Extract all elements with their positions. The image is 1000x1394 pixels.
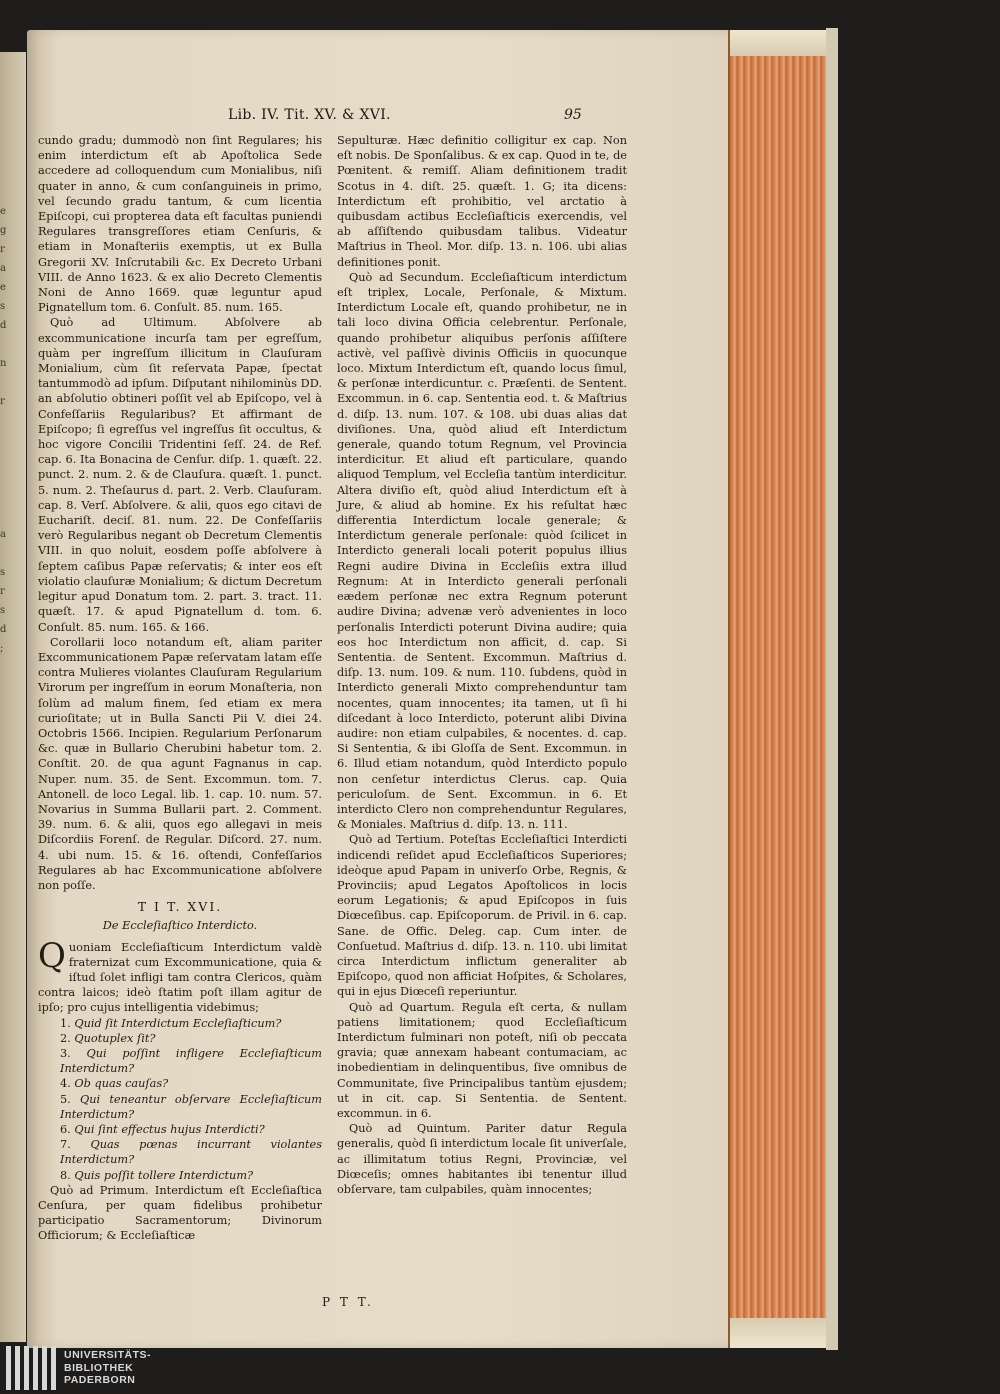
facing-page-letter: e	[0, 206, 6, 217]
facing-page-letter: e	[0, 282, 6, 293]
cover-edge	[826, 28, 838, 1350]
facing-page-letter: n	[0, 358, 7, 369]
section-subtitle: De Eccleſiaſtico Interdicto.	[102, 919, 258, 933]
question-item: 2. Quotuplex ſit?	[60, 1031, 156, 1045]
paragraph: Quò ad Quintum. Pariter datur Regula generalis, quòd ſi interdictum locale ſit univerſale, ac illimitatum totius Regni, Provinciæ, vel Diœceſis; omnes habitantes ibi tenentur illud obſervare, tam culpabiles, quàm innocentes;	[337, 1122, 627, 1197]
paragraph: Corollarii loco notandum eſt, aliam pariter Excommunicationem Papæ reſervatam latam eſſe contra Mulieres violantes Clauſuram Regularium Virorum per ingreſſum in eorum Monaſteria, non ſolùm ad malum finem, ſed etiam ex mera curioſitate; ut in Bulla Sancti Pii V. diei 24. Octobris 1566. Incipien. Regularium Perſonarum &c. quæ in Bullario Cherubini habetur tom. 2. Conſtit. 20. de qua agunt Fagnanus in cap. Nuper. num. 35. de Sent. Excommun. tom. 7. Antonell. de loco Legal. lib. 1. cap. 10. num. 57. Novarius in Summa Bullarii part. 2. Comment. 39. num. 6. & alii, quos ego allegavi in meis Diſcordiis Forenſ. de Regular. Diſcord. 27. num. 4. ubi num. 15. & 16. oſtendi, Confeſſarios Regulares ab hac Excommunicatione abſolvere non poſſe.	[38, 635, 322, 892]
running-title: Lib. IV. Tit. XV. & XVI.	[228, 107, 391, 123]
facing-page-edge	[0, 52, 26, 1342]
facing-page-letter	[0, 411, 12, 430]
facing-page-letter: s	[0, 605, 6, 616]
paragraph: Quò ad Primum. Interdictum eſt Eccleſiaſtica Cenſura, per quam fidelibus prohibetur participatio Sacramentorum; Divinorum Officiorum; & Eccleſiaſticæ	[38, 1183, 322, 1243]
facing-page-letter: d	[0, 624, 7, 635]
intro-paragraph	[38, 935, 322, 1016]
logo-bars-icon	[6, 1346, 56, 1390]
page-block-edge	[728, 30, 830, 1348]
paragraph: Quò ad Secundum. Eccleſiaſticum interdictum eſt triplex, Locale, Perſonale, & Mixtum. Interdictum Locale eſt, quando prohibetur, ne in tali loco divina Officia celebrentur. Perſonale, quando prohibetur aliquibus perſonis aſſiſtere activè, vel paſſivè divinis Officiis in quocunque loco. Mixtum Interdictum eſt, quando locus ſimul, & perſonæ interdicuntur. c. Præſenti. de Sentent. Excommun. in 6. cap. Sententia eod. t. & Maſtrius d. diſp. 13. num. 107. & 108. ubi duas alias dat diviſiones. Una, quòd aliud eſt Interdictum generale, quando totum Regnum, vel Provincia interdicitur. Et aliud eſt particulare, quando aliquod Templum, vel Eccleſia tantùm interdicitur. Altera diviſio eſt, quòd aliud Interdictum eſt à Jure, & aliud ab homine. Ex his reſultat hæc differentia Interdictum locale generale; & Interdictum generale perſonale: quòd ſcilicet in Interdicto generali locali poterit populus illius Regni audire Divina in Eccleſiis extra illud Regnum: At in Interdicto generali perſonali eædem perſonæ nec extra Regnum poterunt audire Divina; advenæ verò advenientes in loco perſonalis Interdicti poterunt Divina audire; quia eos hoc Interdictum non afficit, d. cap. Si Sententia. de Sentent. Excommun. Maſtrius d. diſp. 13. num. 109. & num. 110. ſubdens, quòd in Interdicto generali Mixto comprehenduntur tam nocentes, quam innocentes; ita tamen, ut ſi hi diſcedant à loco Interdicto, poterunt alibi Divina audire: non etiam culpabiles, & nocentes. d. cap. Si Sententia, & ibi Gloſſa de Sent. Excommun. in 6. Illud etiam notandum, quòd Interdicto populo non cenſetur interdictus Clerus. cap. Quia periculoſum. de Sent. Excommun. in 6. Et interdicto Clero non comprehenduntur Regulares, & Moniales. Maſtrius d. diſp. 13. n. 111.	[337, 270, 627, 832]
question-list	[38, 1016, 322, 1183]
intro-text: uoniam Eccleſiaſticum Interdictum valdè fraternizat cum Excommunicatione, quia & iſtud ſolet infligi tam contra Clericos, quàm contra laicos; ideò ſtatim poſt illam agitur de ipſo; pro cujus intelligentia videbimus;	[38, 940, 322, 1015]
facing-page-letter	[0, 373, 12, 392]
facing-page-letter: d	[0, 320, 7, 331]
facing-page-letter	[0, 506, 12, 525]
facing-page-letter: a	[0, 263, 6, 274]
paragraph: cundo gradu; dummodò non ſint Regulares; his enim interdictum eſt ab Apoſtolica Sede accedere ad colloquendum cum Monialibus, niſi quater in anno, & cum conſanguineis in primo, vel ſecundo gradu tantum, & cum licentia Epiſcopi, cui propterea data eſt facultas puniendi Regulares transgreſſores etiam Cenſuris, & etiam in Monaſteriis exemptis, ut ex Bulla Gregorii XV. Inſcrutabili &c. Ex Decreto Urbani VIII. de Anno 1623. & ex alio Decreto Clementis Noni de Anno 1669. quæ leguntur apud Pignatellum tom. 6. Conſult. 85. num. 165.	[38, 134, 322, 315]
facing-page-letter	[0, 430, 12, 449]
section-title: T I T. XVI.	[137, 899, 223, 915]
facing-page-letter	[0, 487, 12, 506]
facing-page-fragments	[0, 202, 12, 658]
facing-page-letter	[0, 449, 12, 468]
question-item: 5. Qui teneantur obſervare Eccleſiaſticum Interdictum?	[60, 1092, 323, 1121]
facing-page-letter	[0, 468, 12, 487]
facing-page-letter: s	[0, 567, 6, 578]
paragraph: Quò ad Quartum. Regula eſt certa, & nullam patiens limitationem; quod Eccleſiaſticum Interdictum fulminari non poteſt, niſi ob peccata gravia; quæ annexam habeant contumaciam, ac inobedientiam in delinquentibus, ſive omnibus de Communitate, ſive Principalibus tantùm ejusdem; ut in cit. cap. Si Sententia. de Sentent. excommun. in 6.	[337, 1000, 627, 1120]
library-logo	[6, 1346, 151, 1390]
facing-page-letter: g	[0, 225, 7, 236]
signature-mark: P T T.	[322, 1295, 374, 1309]
paragraph: Sepulturæ. Hæc definitio colligitur ex cap. Non eſt nobis. De Sponſalibus. & ex cap. Quod in te, de Pœnitent. & remiſſ. Aliam definitionem tradit Scotus in 4. diſt. 25. quæſt. 1. G; ita dicens: Interdictum eſt prohibitio, vel arctatio à quibusdam actibus Eccleſiaſticis exercendis, vel ab aſſiſtendo quibusdam talibus. Videatur Maſtrius in Theol. Mor. diſp. 13. n. 106. ubi alias definitiones ponit.	[337, 134, 627, 269]
facing-page-letter: r	[0, 396, 5, 407]
facing-page-letter: s	[0, 301, 6, 312]
question-item: 1. Quid ſit Interdictum Eccleſiaſticum?	[60, 1016, 282, 1030]
question-item: 3. Qui poſſint infligere Eccleſiaſticum Interdictum?	[60, 1046, 323, 1076]
facing-page-letter: r	[0, 244, 5, 255]
facing-page-letter: r	[0, 586, 5, 597]
left-column	[38, 133, 322, 1244]
logo-text: UNIVERSITÄTS- BIBLIOTHEK PADERBORN	[64, 1349, 152, 1387]
question-item: 4. Ob quas cauſas?	[60, 1077, 169, 1091]
right-column	[337, 133, 627, 1197]
paragraph: Quò ad Ultimum. Abſolvere ab excommunicatione incurſa tam per egreſſum, quàm per ingreſſum illicitum in Clauſuram Monialium, cùm ſit reſervata Papæ, ſpectat tantummodò ad ipſum. Diſputant nihilominùs DD. an abſolutio obtineri poſſit vel ab Epiſcopo, vel à Confeſſariis Regularibus? Et affirmant de Epiſcopo; ſi egreſſus vel ingreſſus ſit occultus, & hoc vigore Concilii Tridentini ſeſſ. 24. de Ref. cap. 6. Ita Bonacina de Cenſur. diſp. 1. quæſt. 22. punct. 2. num. 2. & de Clauſura. quæſt. 1. punct. 5. num. 2. Theſaurus d. part. 2. Verb. Clauſuram. cap. 8. Verſ. Abſolvere. & alii, quos ego citavi de Euchariſt. deciſ. 81. num. 22. De Confeſſariis verò Regularibus negant ob Decretum Clementis VIII. in quo noluit, eosdem poſſe abſolvere à ſeptem caſibus Papæ reſervatis; & inter eos eſt violatio clauſuræ Monialium; & dictum Decretum legitur apud Donatum tom. 2. part. 3. tract. 11. quæſt. 17. & apud Pignatellum d. tom. 6. Conſult. 85. num. 165. & 166.	[38, 316, 322, 634]
facing-page-letter: ;	[0, 643, 4, 654]
question-item: 6. Qui ſint effectus hujus Interdicti?	[60, 1123, 265, 1136]
facing-page-letter	[0, 544, 12, 563]
question-item: 8. Quis poſſit tollere Interdictum?	[60, 1168, 254, 1182]
drop-cap: Q	[38, 935, 66, 976]
facing-page-letter: a	[0, 529, 6, 540]
paragraph: Quò ad Tertium. Poteſtas Eccleſiaſtici Interdicti indicendi reſidet apud Eccleſiaſticos Superiores; ideòque apud Papam in univerſo Orbe, Regnis, & Provinciis; apud Legatos Apoſtolicos in locis eorum Legationis; & apud Epiſcopos in ſuis Diœceſibus. cap. Epiſcoporum. de Privil. in 6. cap. Sane. de Offic. Deleg. cap. Cum inter. de Conſuetud. Maſtrius d. diſp. 13. n. 110. ubi limitat circa Interdictum inflictum generaliter ab Epiſcopo, quod non afficiat Hoſpites, & Scholares, qui in ejus Diœceſi reperiuntur.	[337, 833, 627, 999]
page-number: 95	[564, 107, 582, 123]
facing-page-letter	[0, 335, 12, 354]
question-item: 7. Quas pœnas incurrant violantes Interdictum?	[60, 1138, 323, 1167]
